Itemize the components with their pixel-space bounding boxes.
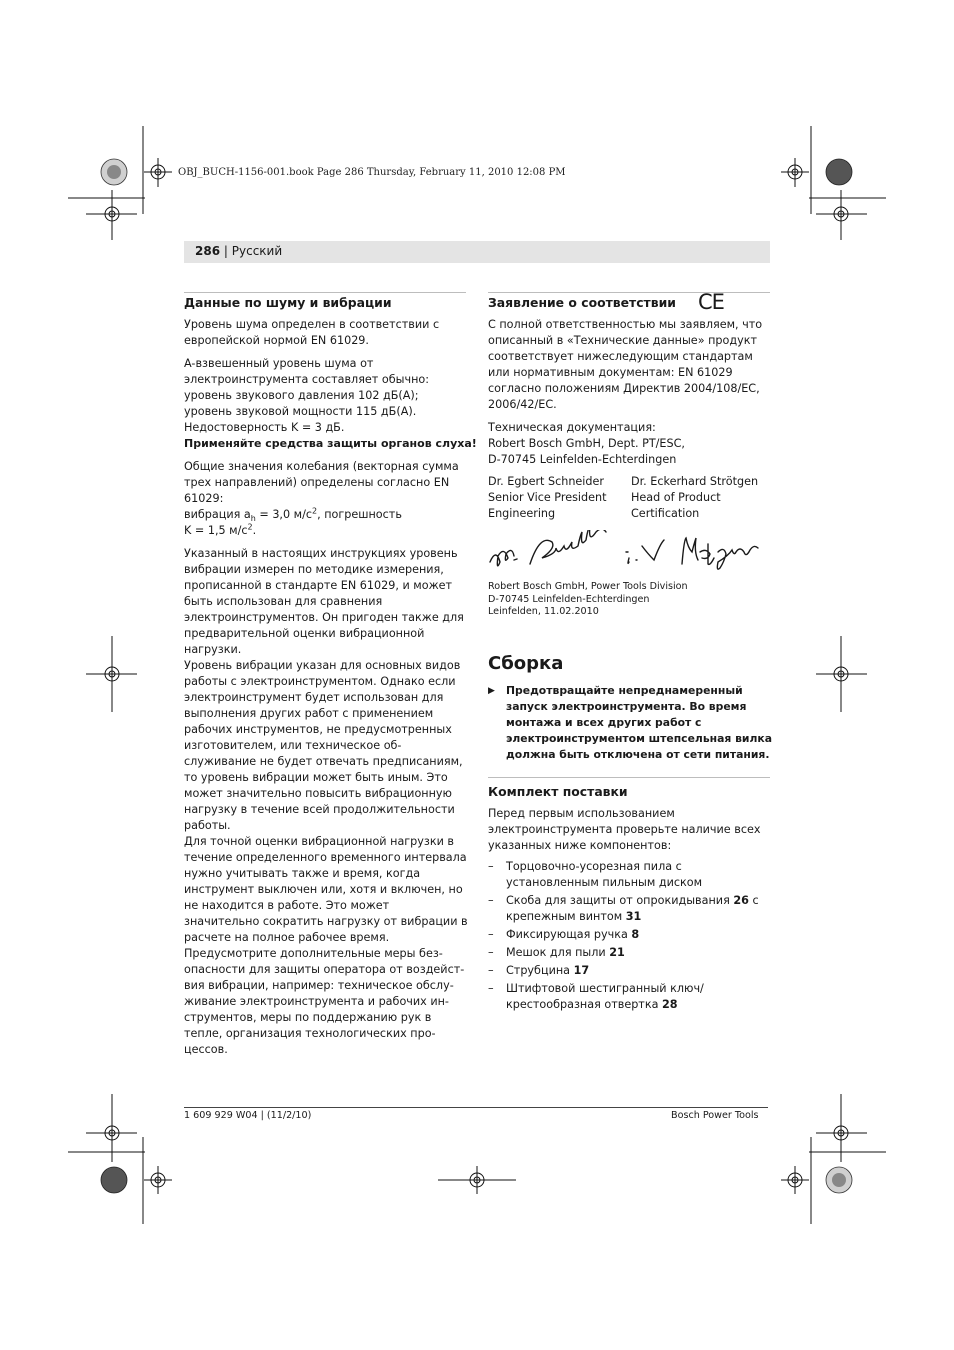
conformity-title: Заявление о соответствии <box>488 295 676 310</box>
section-rule <box>488 777 770 778</box>
vibration-k: K = 1,5 $м/с^2$. <box>184 522 257 537</box>
noise-intro: A-взвешенный уровень шума от электроинструмента составляет обычно: <box>184 357 429 386</box>
footer-brand: Bosch Power Tools <box>671 1110 759 1121</box>
hearing-warning: Применяйте средства защиты органов слуха! <box>184 437 477 450</box>
signer-role: Certification <box>631 507 700 520</box>
tech-doc-address: D-70745 Leinfelden-Echterdingen <box>488 453 677 466</box>
signer-2 <box>631 474 776 522</box>
delivery-title: Комплект поставки <box>488 784 628 799</box>
section-rule <box>184 292 466 293</box>
footer-doc-number: 1 609 929 W04 | (11/2/10) <box>184 1110 312 1121</box>
tech-doc-company: Robert Bosch GmbH, Dept. PT/ESC, <box>488 437 685 450</box>
header-language: Русский <box>231 244 283 258</box>
delivery-section <box>488 806 772 1013</box>
sound-pressure: уровень звукового давления 102 дБ(A); <box>184 389 419 402</box>
tech-doc-label: Техническая документация: <box>488 421 656 434</box>
signer-role: Engineering <box>488 507 556 520</box>
vibration-intro: Общие значения колебания (векторная сумма трех направлений) определены согласно EN 61029: <box>184 460 459 505</box>
vibration-paragraph: Указанный в настоящих инструкциях уровень вибрации измерен по методике измерения, прописанной в стандарте EN 61029, и может быть использован для сравнения электроинструментов. Он пригоден также для предварительной оценки вибрационной нагрузки. <box>184 547 464 656</box>
sound-power: уровень звуковой мощности 115 дБ(A). <box>184 405 417 418</box>
header-separator: | <box>223 244 228 258</box>
uncertainty: Недостоверность K = 3 дБ. <box>184 421 345 434</box>
list-item: – Штифтовой шестигранный ключ/крестообразная отвертка 28 <box>488 982 704 1011</box>
noise-title: Данные по шуму и вибрации <box>184 295 392 310</box>
ce-mark-icon: CE <box>698 290 724 314</box>
noise-section <box>184 317 477 1058</box>
list-item: – Мешок для пыли 21 <box>488 946 625 959</box>
assembly-warning-text: Предотвращайте непреднамеренный запуск электроинструмента. Во время монтажа и всех других работ с электроинструментом штепсельная вилка должна быть отключена от сети питания. <box>506 684 772 761</box>
delivery-intro: Перед первым использованием электроинструмента проверьте наличие всех указанных ниже компонентов: <box>488 807 761 852</box>
signer-role: Senior Vice President <box>488 491 607 504</box>
signer-role: Head of Product <box>631 491 721 504</box>
print-info: OBJ_BUCH-1156-001.book Page 286 Thursday, February 11, 2010 12:08 PM <box>178 167 566 178</box>
vibration-paragraph: Для точной оценки вибрационной нагрузки в течение определенного временного интервала нужно учитывать также и время, когда инструмент выключен или, хотя и включен, но не находится в работе. Это может значительно сократить нагрузку от вибрации в расчете на полное рабочее время. <box>184 835 468 944</box>
list-item: – Фиксирующая ручка 8 <box>488 928 640 941</box>
triangle-bullet-icon: ▶ <box>488 686 495 696</box>
signer-1 <box>488 474 633 522</box>
conformity-paragraph: С полной ответственностью мы заявляем, что описанный в «Технические данные» продукт соответствует нижеследующим стандартам или нормативным документам: EN 61029 согласно положениям Директив 2004/108/EC, 2006/42/EC. <box>488 318 763 411</box>
page-header <box>195 244 282 258</box>
assembly-title: Сборка <box>488 653 564 674</box>
division-name: Robert Bosch GmbH, Power Tools Division <box>488 581 688 592</box>
section-rule <box>488 292 770 293</box>
signer-name: Dr. Egbert Schneider <box>488 475 605 488</box>
list-item: – Скоба для защиты от опрокидывания 26 с крепежным винтом 31 <box>488 894 759 923</box>
signing-date: Leinfelden, 11.02.2010 <box>488 606 599 617</box>
signatures <box>486 530 776 580</box>
conformity-section <box>488 317 772 468</box>
noise-paragraph: Уровень шума определен в соответствии с европейской нормой EN 61029. <box>184 318 440 347</box>
division-address: D-70745 Leinfelden-Echterdingen <box>488 593 650 605</box>
vibration-paragraph: Предусмотрите дополнительные меры без-опасности для защиты оператора от воздейст-вия вибрации, например: техническое обслу-живание электроинструмента и рабочих ин-струментов, меры по поддержанию рук в тепле, организация технологических про-цессов. <box>184 947 465 1056</box>
list-item: – Струбцина 17 <box>488 964 590 977</box>
signature-footer <box>488 581 772 619</box>
list-item: – Торцовочно-усорезная пила с установленным пильным диском <box>488 860 703 889</box>
footer-rule <box>184 1107 768 1108</box>
page-number: 286 <box>195 244 221 258</box>
vibration-paragraph: Уровень вибрации указан для основных видов работы с электроинструментом. Однако если электроинструмент будет использован для выполнения других работ с применением рабочих инструментов, не предусмотренных изготовителем, или техническое об-служивание не будет отвечать предписаниям, то уровень вибрации может быть иным. Это может значительно повысить вибрационную нагрузку в течение всей продолжительности работы. <box>184 659 463 832</box>
vibration-value: вибрация $a_h = 3,0$ $м/с^2$, погрешность <box>184 506 402 524</box>
assembly-warning <box>488 683 772 763</box>
signer-name: Dr. Eckerhard Strötgen <box>631 475 759 488</box>
